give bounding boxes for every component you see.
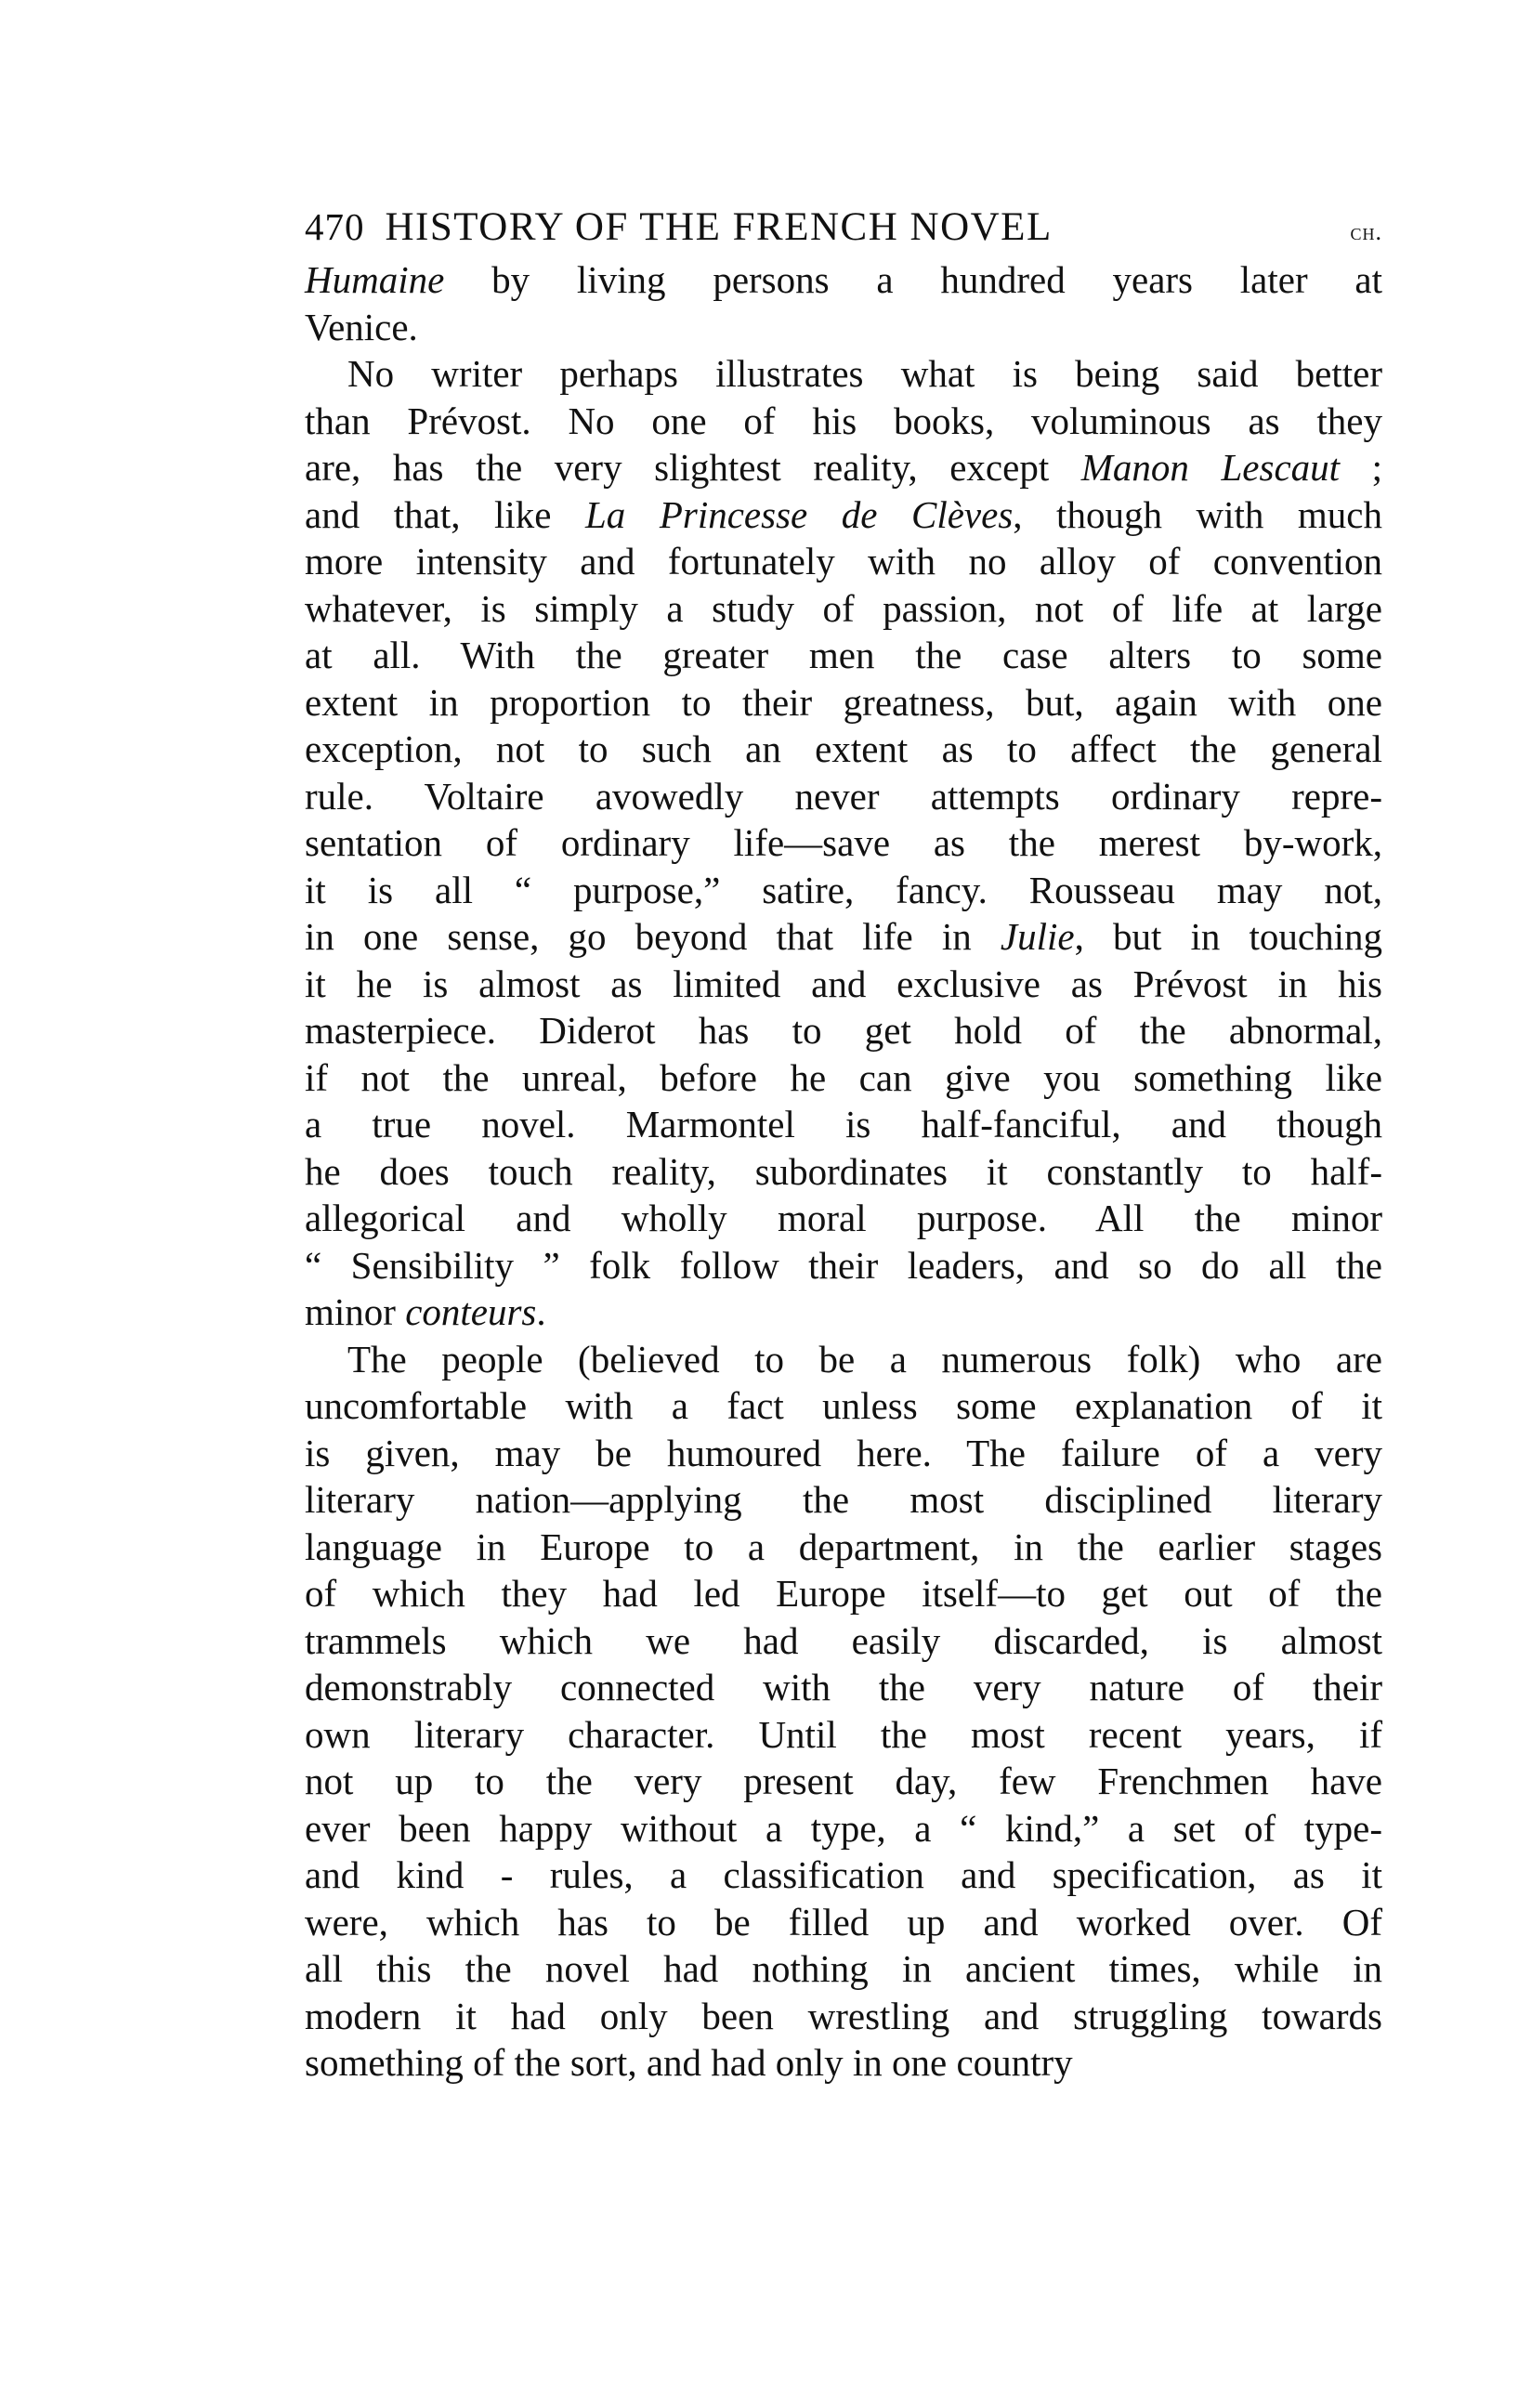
- text-line: [305, 2039, 1382, 2087]
- text-line: [305, 350, 1382, 398]
- text-line: [305, 1148, 1382, 1196]
- text-line: [305, 1899, 1382, 1946]
- text-run: at all. With the greater men the case alters to some: [305, 634, 1382, 676]
- text-line: [305, 819, 1382, 867]
- text-line: [305, 304, 1382, 351]
- text-run: is given, may be humoured here. The failure of a very: [305, 1431, 1382, 1474]
- text-line: [305, 679, 1382, 726]
- text-run: , though with much: [1013, 492, 1382, 536]
- text-run: minor: [305, 1290, 406, 1333]
- text-run: trammels which we had easily discarded, is almost: [305, 1618, 1382, 1662]
- italic-title: La Princesse de Clèves: [585, 492, 1014, 536]
- text-run: than Prévost. No one of his books, voluminous as they: [305, 399, 1382, 442]
- text-run: not up to the very present day, few Frenchmen have: [305, 1760, 1382, 1802]
- text-run: if not the unreal, before he can give you something like: [305, 1055, 1382, 1099]
- text-run: Venice.: [305, 305, 418, 348]
- text-run: were, which has to be filled up and worked over. Of: [305, 1900, 1382, 1943]
- text-line: [305, 1382, 1382, 1430]
- text-run: in one sense, go beyond that life in: [305, 915, 1001, 958]
- text-line: [305, 491, 1382, 539]
- italic-title: conteurs: [405, 1290, 537, 1333]
- text-line: [305, 1570, 1382, 1617]
- text-run: rule. Voltaire avowedly never attempts ordinary repre-: [305, 774, 1382, 818]
- text-line: [305, 1195, 1382, 1242]
- text-line: [305, 1242, 1382, 1289]
- text-run: by living persons a hundred years later at: [444, 258, 1382, 301]
- text-line: [305, 1993, 1382, 2040]
- text-line: [305, 1617, 1382, 1665]
- text-run: masterpiece. Diderot has to get hold of the abnormal,: [305, 1009, 1382, 1052]
- text-run: demonstrably connected with the very nature of their: [305, 1666, 1382, 1708]
- text-line: [305, 913, 1382, 961]
- italic-title: Manon Lescaut: [1080, 446, 1341, 489]
- text-line: [305, 444, 1382, 491]
- text-line: [305, 632, 1382, 679]
- text-line: [305, 538, 1382, 585]
- text-line: [305, 961, 1382, 1008]
- text-run: and that, like: [305, 492, 585, 536]
- text-line: [305, 867, 1382, 914]
- text-line: [305, 1430, 1382, 1477]
- page-number: 470: [305, 205, 365, 248]
- text-line: [305, 1476, 1382, 1524]
- text-line: [305, 1289, 1382, 1336]
- text-run: a true novel. Marmontel is half-fanciful, and though: [305, 1103, 1382, 1145]
- text-run: own literary character. Until the most recent years, if: [305, 1712, 1382, 1756]
- text-line: [305, 1054, 1382, 1102]
- text-line: [305, 1758, 1382, 1805]
- text-line: [305, 1945, 1382, 1993]
- text-line: [305, 585, 1382, 633]
- text-run: exception, not to such an extent as to affect the general: [305, 727, 1382, 770]
- text-run: .: [536, 1290, 546, 1333]
- text-run: , but in touching: [1074, 915, 1382, 958]
- text-run: extent in proportion to their greatness, but, again with one: [305, 680, 1382, 724]
- text-run: ever been happy without a type, a “ kind,” a set of type-: [305, 1806, 1382, 1850]
- paragraph: [305, 256, 1382, 350]
- text-line: [305, 1336, 1382, 1383]
- text-run: ;: [1340, 446, 1382, 489]
- running-head: [305, 203, 1382, 251]
- text-run: sentation of ordinary life—save as the merest by-work,: [305, 821, 1382, 864]
- text-run: of which they had led Europe itself—to get out of the: [305, 1572, 1382, 1615]
- text-run: and kind - rules, a classification and specification, as it: [305, 1853, 1382, 1896]
- text-run: allegorical and wholly moral purpose. All the minor: [305, 1197, 1382, 1239]
- text-run: all this the novel had nothing in ancient times, while in: [305, 1947, 1382, 1990]
- text-run: something of the sort, and had only in one country: [305, 2041, 1073, 2084]
- text-run: he does touch reality, subordinates it constantly to half-: [305, 1149, 1382, 1193]
- body-text: [305, 256, 1382, 2087]
- text-run: The people (believed to be a numerous folk) who are: [347, 1337, 1382, 1381]
- text-line: [305, 1664, 1382, 1711]
- text-run: modern it had only been wrestling and struggling towards: [305, 1994, 1382, 2037]
- text-line: [305, 1524, 1382, 1571]
- text-line: [305, 1711, 1382, 1759]
- text-run: whatever, is simply a study of passion, not of life at large: [305, 586, 1382, 630]
- text-run: more intensity and fortunately with no alloy of convention: [305, 540, 1382, 582]
- text-run: it he is almost as limited and exclusive as Prévost in his: [305, 962, 1382, 1005]
- text-line: [305, 398, 1382, 445]
- paragraph: [305, 1336, 1382, 2087]
- text-run: literary nation—applying the most disciplined literary: [305, 1478, 1382, 1521]
- text-run: No writer perhaps illustrates what is being said better: [347, 352, 1382, 395]
- chapter-mark: ch.: [1350, 218, 1382, 245]
- book-title: HISTORY OF THE FRENCH NOVEL: [385, 205, 1053, 249]
- text-line: [305, 773, 1382, 820]
- text-line: [305, 256, 1382, 304]
- text-run: are, has the very slightest reality, except: [305, 446, 1081, 489]
- text-run: it is all “ purpose,” satire, fancy. Rousseau may not,: [305, 868, 1382, 911]
- text-line: [305, 1007, 1382, 1054]
- italic-title: Julie: [1000, 915, 1075, 958]
- italic-title: Humaine: [305, 258, 445, 301]
- text-run: uncomfortable with a fact unless some explanation of it: [305, 1384, 1382, 1427]
- text-line: [305, 1101, 1382, 1148]
- text-line: [305, 1852, 1382, 1899]
- text-run: “ Sensibility ” folk follow their leaders, and so do all the: [305, 1243, 1382, 1287]
- text-run: language in Europe to a department, in the earlier stages: [305, 1525, 1382, 1568]
- paragraph: [305, 350, 1382, 1336]
- text-line: [305, 1805, 1382, 1852]
- text-line: [305, 726, 1382, 773]
